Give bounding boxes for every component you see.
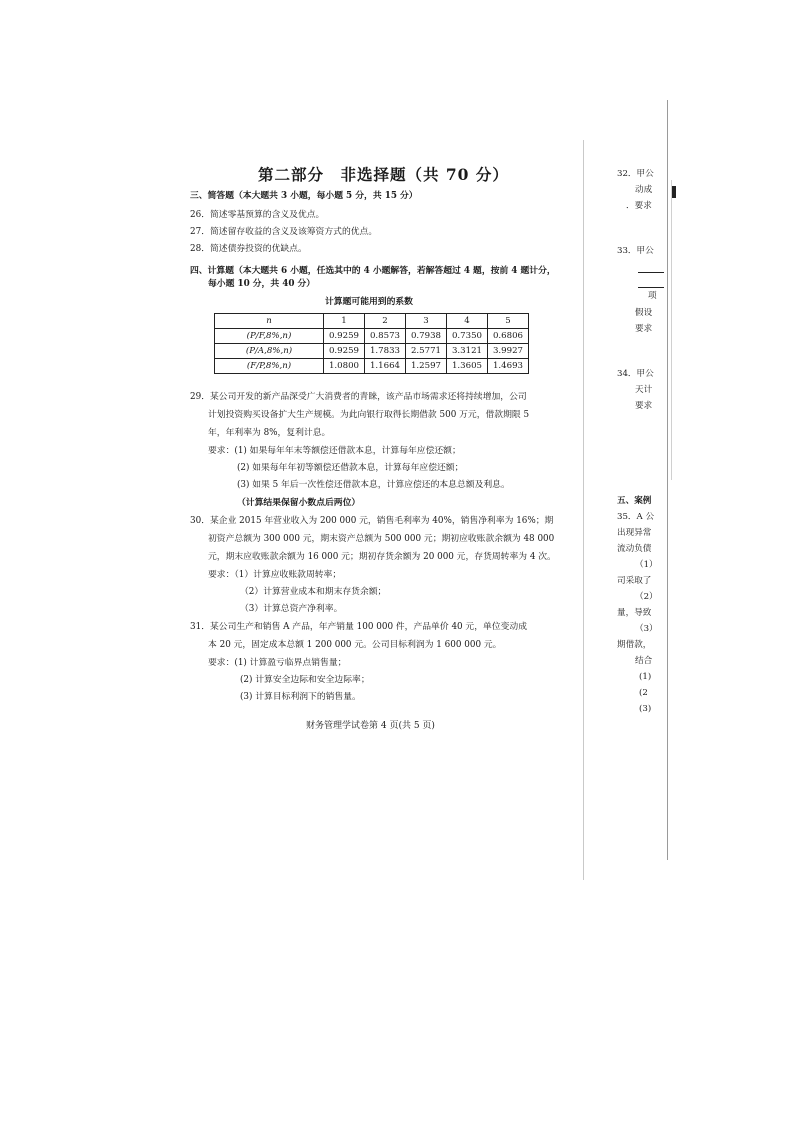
- right-page-rule: [638, 287, 664, 288]
- right-page-text: 32．甲公: [617, 169, 654, 179]
- question-29-requirement: 要求：(1) 如果每年年末等额偿还借款本息，计算每年应偿还额；: [208, 446, 461, 456]
- section-heading: 三、简答题（本大题共 3 小题，每小题 5 分，共 15 分）: [190, 191, 418, 201]
- section-heading-cont: 每小题 10 分，共 40 分）: [208, 279, 316, 289]
- right-page-text: 34．甲公: [617, 369, 654, 379]
- part-title: 第二部分 非选择题（共 70 分）: [258, 165, 509, 184]
- table-cell: 1.0800: [324, 359, 365, 374]
- question-29-text: 计划投资购买设备扩大生产规模。为此向银行取得长期借款 500 万元，借款期限 5: [208, 410, 530, 420]
- table-header-cell: 4: [447, 314, 488, 329]
- question-28: 28．简述债券投资的优缺点。: [190, 244, 307, 254]
- right-page-text: （2）: [635, 592, 658, 602]
- scan-mark: [672, 186, 676, 198]
- right-page-text: 要求: [635, 324, 653, 334]
- right-page-text: 量，导致: [617, 608, 652, 618]
- right-page-text: 结合: [635, 656, 653, 666]
- table-row: [215, 329, 529, 344]
- question-30-requirement: 要求：（1）计算应收账款周转率；: [208, 570, 342, 580]
- scan-edge-line: [667, 100, 668, 860]
- scan-edge-line: [671, 180, 672, 480]
- question-30-requirement: （2）计算营业成本和期末存货余额；: [240, 587, 387, 597]
- question-27: 27．简述留存收益的含义及该筹资方式的优点。: [190, 227, 378, 237]
- question-31-requirement: (2) 计算安全边际和安全边际率；: [240, 675, 370, 685]
- table-cell: 1.7833: [365, 344, 406, 359]
- question-30-text: 30．某企业 2015 年营业收入为 200 000 元，销售毛利率为 40%，销售净利率为 16%；期: [190, 516, 554, 526]
- table-row-label: (F/P,8%,n): [215, 359, 324, 374]
- table-header-cell: 5: [488, 314, 529, 329]
- table-cell: 1.1664: [365, 359, 406, 374]
- table-row-label: (P/A,8%,n): [215, 344, 324, 359]
- right-page-text: （1）: [635, 560, 658, 570]
- table-cell: 1.4693: [488, 359, 529, 374]
- section-heading: 四、计算题（本大题共 6 小题，任选其中的 4 小题解答，若解答超过 4 题，按前 4 题计分，: [190, 266, 556, 276]
- question-26: 26．简述零基预算的含义及优点。: [190, 210, 325, 220]
- table-cell: 1.3605: [447, 359, 488, 374]
- table-cell: 3.9927: [488, 344, 529, 359]
- right-page-text: (2: [639, 688, 648, 698]
- table-title: 计算题可能用到的系数: [325, 297, 413, 307]
- right-page-text: 天计: [635, 385, 653, 395]
- question-31-text: 31．某公司生产和销售 A 产品，年产销量 100 000 件，产品单价 40 元，单位变动成: [190, 622, 528, 632]
- table-header-cell: 1: [324, 314, 365, 329]
- question-29-note: （计算结果保留小数点后两位）: [237, 498, 361, 508]
- right-page-rule: [638, 272, 664, 273]
- table-cell: 0.8573: [365, 329, 406, 344]
- table-cell: 0.7350: [447, 329, 488, 344]
- table-row-label: (P/F,8%,n): [215, 329, 324, 344]
- right-page-text: （3）: [635, 624, 658, 634]
- table-cell: 3.3121: [447, 344, 488, 359]
- right-page-text: (1): [639, 672, 652, 682]
- question-30-text: 初资产总额为 300 000 元，期末资产总额为 500 000 元；期初应收账款余额为 48 000: [208, 534, 555, 544]
- right-page-text: 33．甲公: [617, 246, 654, 256]
- question-29-requirement: (3) 如果 5 年后一次性偿还借款本息，计算应偿还的本息总额及利息。: [237, 480, 510, 490]
- right-page-text: 假设: [635, 308, 653, 318]
- question-31-requirement: (3) 计算目标利润下的销售量。: [240, 692, 361, 702]
- table-header-cell: 3: [406, 314, 447, 329]
- table-cell: 0.9259: [324, 344, 365, 359]
- table-row: [215, 344, 529, 359]
- right-page-text: 项: [648, 291, 657, 301]
- table-cell: 0.7938: [406, 329, 447, 344]
- right-page-text: 35．A 公: [617, 512, 655, 522]
- question-30-text: 元，期末应收账款余额为 16 000 元；期初存货余额为 20 000 元，存货周转率为 4 次。: [208, 552, 556, 562]
- table-header-cell: n: [215, 314, 324, 329]
- right-page-text: 出现异常: [617, 528, 652, 538]
- table-cell: 0.6806: [488, 329, 529, 344]
- table-header-row: [215, 314, 529, 329]
- right-page-text: (3): [639, 704, 652, 714]
- question-29-text: 年，年利率为 8%，复利计息。: [208, 428, 331, 438]
- page-footer: 财务管理学试卷第 4 页(共 5 页): [306, 721, 435, 731]
- right-page-heading: 五、案例: [617, 496, 652, 506]
- page-divider: [583, 140, 584, 880]
- question-30-requirement: （3）计算总资产净利率。: [240, 604, 343, 614]
- question-31-requirement: 要求：(1) 计算盈亏临界点销售量；: [208, 658, 347, 668]
- right-page-text: 要求: [635, 401, 653, 411]
- right-page-text: ．要求: [626, 201, 652, 211]
- table-cell: 2.5771: [406, 344, 447, 359]
- table-header-cell: 2: [365, 314, 406, 329]
- right-page-text: 司采取了: [617, 576, 652, 586]
- question-29-requirement: (2) 如果每年年初等额偿还借款本息，计算每年应偿还额；: [237, 463, 464, 473]
- question-31-text: 本 20 元，固定成本总额 1 200 000 元。公司目标利润为 1 600 000 元。: [208, 640, 502, 650]
- question-29-text: 29．某公司开发的新产品深受广大消费者的青睐，该产品市场需求还将持续增加，公司: [190, 392, 527, 402]
- table-row: [215, 359, 529, 374]
- coefficient-table: [214, 313, 529, 374]
- right-page-text: 期借款，: [617, 640, 652, 650]
- right-page-text: 流动负债: [617, 544, 652, 554]
- table-cell: 1.2597: [406, 359, 447, 374]
- right-page-text: 动成: [635, 185, 653, 195]
- table-cell: 0.9259: [324, 329, 365, 344]
